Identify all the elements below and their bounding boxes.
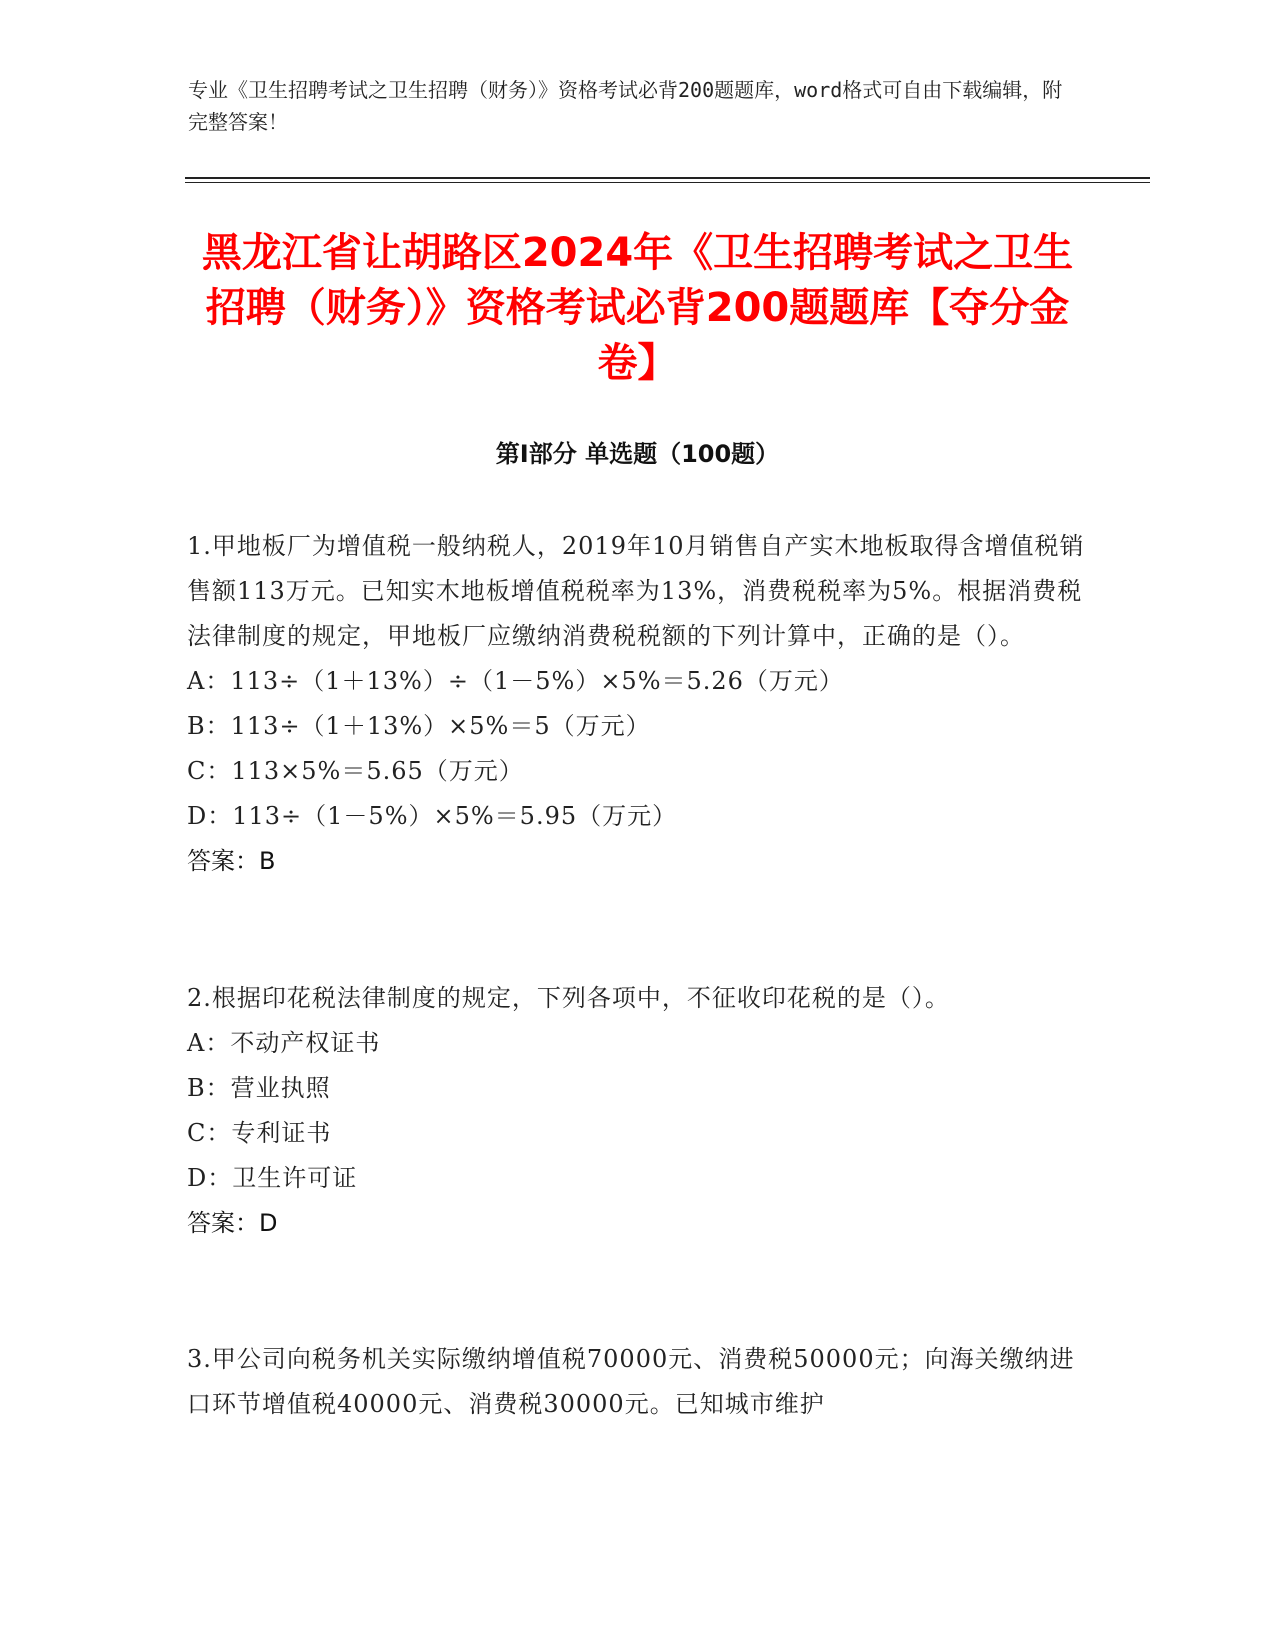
section-heading: 第I部分 单选题（100题）	[495, 440, 780, 468]
header-divider-thin	[185, 182, 1150, 183]
option-d: D：113÷（1－5%）×5%＝5.95（万元）	[187, 802, 678, 830]
question-2	[187, 976, 1092, 1246]
header-note: 专业《卫生招聘考试之卫生招聘（财务）》资格考试必背200题题库，word格式可自由下载编辑，附完整答案！	[188, 78, 1063, 134]
question-3	[187, 1337, 1092, 1427]
question-stem: 2.根据印花税法律制度的规定，下列各项中，不征收印花税的是（）。	[187, 984, 950, 1012]
answer-text: 答案：D	[187, 1209, 278, 1237]
question-stem: 3.甲公司向税务机关实际缴纳增值税70000元、消费税50000元；向海关缴纳进口环节增值税40000元、消费税30000元。已知城市维护	[187, 1345, 1075, 1418]
option-b: B：113÷（1＋13%）×5%＝5（万元）	[187, 712, 651, 740]
answer-text: 答案：B	[187, 847, 276, 875]
document-title: 黑龙江省让胡路区2024年《卫生招聘考试之卫生招聘（财务）》资格考试必背200题题库【夺分金卷】	[201, 230, 1074, 386]
option-a: A：不动产权证书	[187, 1029, 381, 1057]
option-a: A：113÷（1＋13%）÷（1－5%）×5%＝5.26（万元）	[187, 667, 844, 695]
option-c: C：专利证书	[187, 1119, 332, 1147]
question-1	[187, 524, 1092, 884]
option-d: D：卫生许可证	[187, 1164, 358, 1192]
question-stem: 1.甲地板厂为增值税一般纳税人，2019年10月销售自产实木地板取得含增值税销售额113万元。已知实木地板增值税税率为13%，消费税税率为5%。根据消费税法律制度的规定，甲地板厂应缴纳消费税税额的下列计算中，正确的是（）。	[187, 532, 1085, 650]
header-divider	[185, 177, 1150, 179]
option-c: C：113×5%＝5.65（万元）	[187, 757, 524, 785]
option-b: B：营业执照	[187, 1074, 331, 1102]
